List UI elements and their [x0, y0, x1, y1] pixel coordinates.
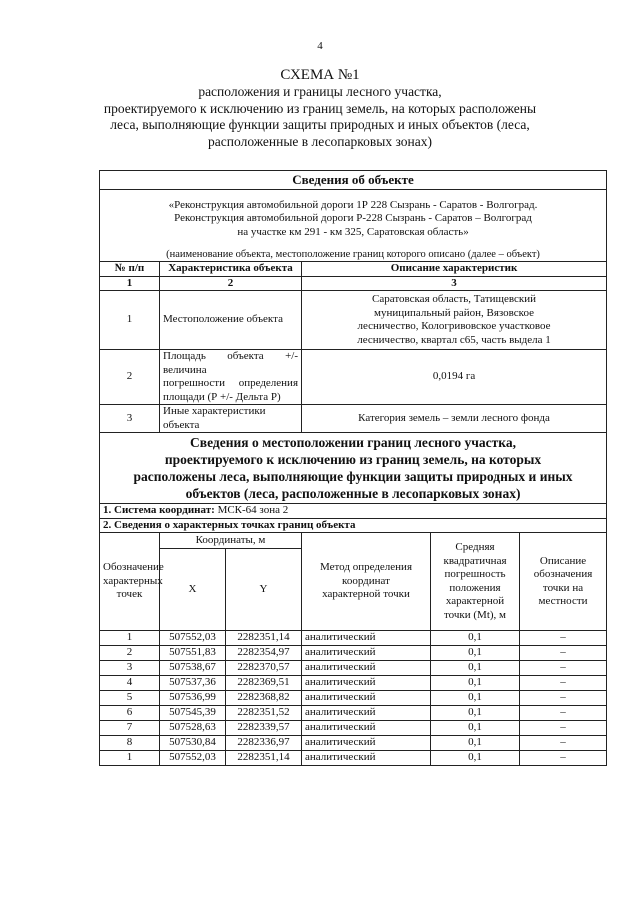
point-x: 507551,83: [160, 646, 226, 661]
title-line: расположенные в лесопарковых зонах): [208, 133, 432, 149]
point-location-desc: –: [520, 751, 607, 766]
point-row: [100, 721, 607, 736]
point-location-desc: –: [520, 661, 607, 676]
page-number: 4: [317, 40, 323, 52]
char-line: Площадь объекта +/- величина: [163, 350, 298, 376]
point-row: [100, 706, 607, 721]
point-row: [100, 676, 607, 691]
col-header-characteristic: Характеристика объекта: [160, 262, 302, 277]
point-error: 0,1: [431, 691, 520, 706]
col-header-y: Y: [226, 549, 302, 631]
info-row-num: 1: [100, 291, 160, 350]
point-error: 0,1: [431, 751, 520, 766]
point-id: 5: [100, 691, 160, 706]
point-row: [100, 691, 607, 706]
point-error: 0,1: [431, 721, 520, 736]
object-name-caption: (наименование объекта, местоположение границ которого описано (далее – объект): [100, 248, 607, 262]
col-header-coordinates: Координаты, м: [160, 533, 302, 549]
point-y: 2282336,97: [226, 736, 302, 751]
point-row: [100, 751, 607, 766]
col-header-description: Описание характеристик: [302, 262, 607, 277]
point-location-desc: –: [520, 706, 607, 721]
point-method: аналитический: [302, 751, 431, 766]
point-x: 507552,03: [160, 751, 226, 766]
point-error: 0,1: [431, 736, 520, 751]
point-error: 0,1: [431, 706, 520, 721]
point-location-desc: –: [520, 721, 607, 736]
desc-line: лесничество, квартал с65, часть выдела 1: [357, 333, 551, 346]
col-header-designation: Обозначение характерных точек: [100, 533, 160, 631]
col-header-x: X: [160, 549, 226, 631]
point-row: [100, 631, 607, 646]
point-error: 0,1: [431, 676, 520, 691]
point-x: 507528,63: [160, 721, 226, 736]
point-y: 2282368,82: [226, 691, 302, 706]
col-header-error: Средняя квадратичная погрешность положения характерной точки (Mt), м: [431, 533, 520, 631]
desc-line: лесничество, Кологривовское участковое: [357, 320, 551, 332]
coordinate-system: [100, 504, 607, 519]
point-y: 2282351,14: [226, 631, 302, 646]
points-heading: 2. Сведения о характерных точках границ объекта: [100, 518, 607, 533]
point-method: аналитический: [302, 646, 431, 661]
point-x: 507538,67: [160, 661, 226, 676]
boundary-heading-line: расположены леса, выполняющие функции защиты природных и иных: [133, 469, 573, 484]
point-location-desc: –: [520, 676, 607, 691]
info-row-description: [302, 291, 607, 350]
info-row: [100, 291, 607, 350]
object-name: [100, 190, 607, 248]
point-x: 507552,03: [160, 631, 226, 646]
point-x: 507530,84: [160, 736, 226, 751]
col-header-method: Метод определения координат характерной точки: [302, 533, 431, 631]
char-line: площади (Р +/- Дельта Р): [163, 390, 281, 403]
point-method: аналитический: [302, 691, 431, 706]
point-y: 2282351,14: [226, 751, 302, 766]
title-scheme: СХЕМА №1: [280, 67, 360, 83]
boundary-heading: [100, 433, 607, 504]
info-row-description: Категория земель – земли лесного фонда: [302, 405, 607, 433]
point-x: 507537,36: [160, 676, 226, 691]
point-row: [100, 646, 607, 661]
point-y: 2282339,57: [226, 721, 302, 736]
point-method: аналитический: [302, 676, 431, 691]
boundary-heading-line: проектируемого к исключению из границ земель, на которых: [164, 452, 542, 467]
point-y: 2282370,57: [226, 661, 302, 676]
col-number: 1: [100, 276, 160, 291]
title-line: леса, выполняющие функции защиты природных и иных объектов (леса,: [110, 117, 530, 132]
points-table-body: [100, 631, 607, 766]
point-error: 0,1: [431, 631, 520, 646]
document-title: [60, 66, 580, 150]
desc-line: Саратовская область, Татищевский: [372, 293, 536, 305]
col-header-location: Описание обозначения точки на местности: [520, 533, 607, 631]
point-location-desc: –: [520, 646, 607, 661]
point-id: 3: [100, 661, 160, 676]
point-id: 8: [100, 736, 160, 751]
point-method: аналитический: [302, 661, 431, 676]
col-number: 2: [160, 276, 302, 291]
point-y: 2282354,97: [226, 646, 302, 661]
point-x: 507545,39: [160, 706, 226, 721]
point-location-desc: –: [520, 631, 607, 646]
point-error: 0,1: [431, 646, 520, 661]
boundary-heading-line: Сведения о местоположении границ лесного участка,: [190, 435, 516, 450]
object-info-heading: Сведения об объекте: [100, 171, 607, 190]
object-name-line: Реконструкция автомобильной дороги Р-228 Сызрань - Саратов – Волгоград: [174, 212, 532, 224]
info-row-num: 3: [100, 405, 160, 433]
coordinate-system-label: 1. Система координат:: [103, 504, 215, 516]
col-header-num: № п/п: [100, 262, 160, 277]
point-row: [100, 661, 607, 676]
title-line: проектируемого к исключению из границ земель, на которых расположены: [103, 100, 537, 116]
point-id: 2: [100, 646, 160, 661]
point-error: 0,1: [431, 661, 520, 676]
point-y: 2282351,52: [226, 706, 302, 721]
point-method: аналитический: [302, 736, 431, 751]
point-row: [100, 736, 607, 751]
point-location-desc: –: [520, 691, 607, 706]
object-name-line: на участке км 291 - км 325, Саратовская область»: [237, 225, 469, 238]
point-location-desc: –: [520, 736, 607, 751]
coordinate-system-value: МСК-64 зона 2: [217, 504, 289, 516]
info-row: [100, 405, 607, 433]
scheme-table: [99, 170, 607, 766]
point-id: 7: [100, 721, 160, 736]
point-method: аналитический: [302, 706, 431, 721]
point-id: 1: [100, 631, 160, 646]
info-row-description: 0,0194 га: [302, 350, 607, 405]
info-row: [100, 350, 607, 405]
info-row-characteristic: Иные характеристики объекта: [160, 405, 302, 433]
point-method: аналитический: [302, 631, 431, 646]
title-line: расположения и границы лесного участка,: [198, 84, 442, 99]
col-number: 3: [302, 276, 607, 291]
info-row-characteristic: [160, 350, 302, 405]
desc-line: муниципальный район, Вязовское: [374, 306, 534, 319]
point-id: 1: [100, 751, 160, 766]
point-method: аналитический: [302, 721, 431, 736]
point-id: 6: [100, 706, 160, 721]
info-row-characteristic: Местоположение объекта: [160, 291, 302, 350]
char-line: погрешности определения: [163, 377, 298, 389]
point-x: 507536,99: [160, 691, 226, 706]
info-row-num: 2: [100, 350, 160, 405]
boundary-heading-line: объектов (леса, расположенные в лесопарковых зонах): [185, 486, 521, 501]
point-id: 4: [100, 676, 160, 691]
object-name-line: «Реконструкция автомобильной дороги 1Р 228 Сызрань - Саратов - Волгоград.: [168, 198, 538, 211]
point-y: 2282369,51: [226, 676, 302, 691]
